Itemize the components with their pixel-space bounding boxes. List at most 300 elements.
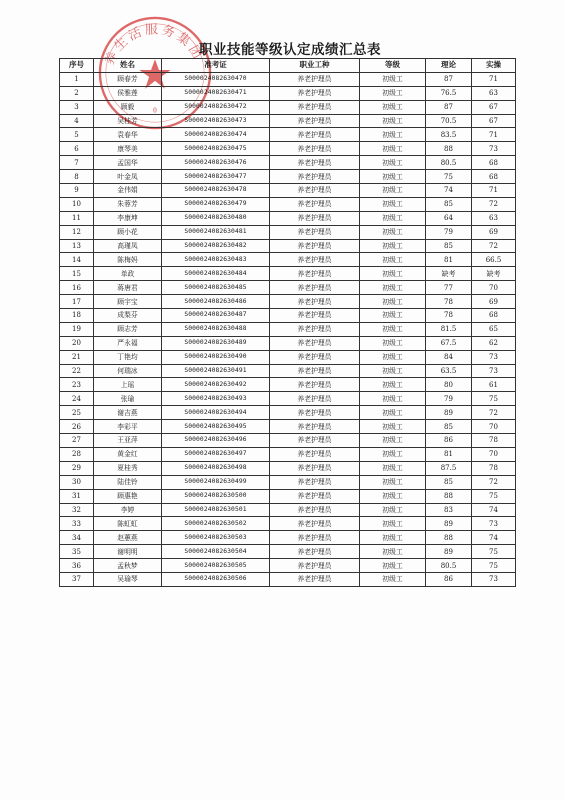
cell-theory-score: 80.5 — [426, 559, 472, 573]
cell-occupation: 养老护理员 — [270, 295, 360, 309]
table-row — [60, 503, 516, 517]
table-row — [60, 253, 516, 267]
table-row — [60, 336, 516, 350]
cell-practical-score: 71 — [472, 128, 516, 142]
cell-theory-score: 86 — [426, 572, 472, 586]
cell-level: 初级工 — [360, 336, 426, 350]
cell-name: 侯雅莲 — [94, 86, 162, 100]
cell-exam-id: S000024082630475 — [162, 142, 270, 156]
cell-practical-score: 75 — [472, 392, 516, 406]
cell-exam-id: S000024082630506 — [162, 572, 270, 586]
cell-occupation: 养老护理员 — [270, 392, 360, 406]
cell-level: 初级工 — [360, 364, 426, 378]
table-row — [60, 128, 516, 142]
cell-row-no: 13 — [60, 239, 94, 253]
cell-occupation: 养老护理员 — [270, 225, 360, 239]
cell-name: 谢吉燕 — [94, 406, 162, 420]
cell-exam-id: S000024082630505 — [162, 559, 270, 573]
cell-practical-score: 63 — [472, 86, 516, 100]
cell-practical-score: 73 — [472, 364, 516, 378]
cell-exam-id: S000024082630471 — [162, 86, 270, 100]
cell-practical-score: 75 — [472, 559, 516, 573]
cell-theory-score: 85 — [426, 197, 472, 211]
cell-practical-score: 66.5 — [472, 253, 516, 267]
seal-number: 0 — [152, 106, 158, 115]
cell-practical-score: 75 — [472, 489, 516, 503]
cell-level: 初级工 — [360, 142, 426, 156]
cell-name: 蒋唐君 — [94, 281, 162, 295]
cell-name: 何瑞冰 — [94, 364, 162, 378]
cell-level: 初级工 — [360, 392, 426, 406]
cell-name: 顾春芳 — [94, 72, 162, 86]
cell-level: 初级工 — [360, 378, 426, 392]
cell-name: 顾小花 — [94, 225, 162, 239]
cell-row-no: 32 — [60, 503, 94, 517]
cell-theory-score: 88 — [426, 531, 472, 545]
cell-name: 夏桂秀 — [94, 461, 162, 475]
table-row — [60, 545, 516, 559]
cell-level: 初级工 — [360, 86, 426, 100]
score-table — [59, 58, 516, 587]
cell-row-no: 14 — [60, 253, 94, 267]
table-row — [60, 72, 516, 86]
cell-exam-id: S000024082630477 — [162, 170, 270, 184]
cell-level: 初级工 — [360, 225, 426, 239]
table-row — [60, 197, 516, 211]
cell-name: 陆佳铃 — [94, 475, 162, 489]
cell-row-no: 19 — [60, 322, 94, 336]
cell-exam-id: S000024082630479 — [162, 197, 270, 211]
cell-exam-id: S000024082630485 — [162, 281, 270, 295]
header-no: 序号 — [60, 59, 94, 73]
header-theory: 理论 — [426, 59, 472, 73]
table-row — [60, 378, 516, 392]
cell-exam-id: S000024082630501 — [162, 503, 270, 517]
cell-occupation: 养老护理员 — [270, 517, 360, 531]
cell-row-no: 26 — [60, 420, 94, 434]
cell-level: 初级工 — [360, 309, 426, 323]
cell-occupation: 养老护理员 — [270, 114, 360, 128]
cell-row-no: 15 — [60, 267, 94, 281]
cell-name: 孟秋梦 — [94, 559, 162, 573]
cell-exam-id: S000024082630474 — [162, 128, 270, 142]
cell-practical-score: 68 — [472, 309, 516, 323]
cell-name: 顾毅 — [94, 100, 162, 114]
cell-row-no: 23 — [60, 378, 94, 392]
cell-occupation: 养老护理员 — [270, 572, 360, 586]
cell-exam-id: S000024082630472 — [162, 100, 270, 114]
table-row — [60, 447, 516, 461]
cell-exam-id: S000024082630493 — [162, 392, 270, 406]
cell-exam-id: S000024082630481 — [162, 225, 270, 239]
cell-exam-id: S000024082630494 — [162, 406, 270, 420]
header-practical: 实操 — [472, 59, 516, 73]
cell-name: 黄金红 — [94, 447, 162, 461]
cell-level: 初级工 — [360, 211, 426, 225]
cell-theory-score: 83 — [426, 503, 472, 517]
cell-occupation: 养老护理员 — [270, 170, 360, 184]
cell-row-no: 16 — [60, 281, 94, 295]
cell-level: 初级工 — [360, 295, 426, 309]
cell-row-no: 34 — [60, 531, 94, 545]
cell-practical-score: 72 — [472, 197, 516, 211]
cell-name: 高瑾凤 — [94, 239, 162, 253]
cell-practical-score: 78 — [472, 434, 516, 448]
cell-row-no: 37 — [60, 572, 94, 586]
cell-level: 初级工 — [360, 170, 426, 184]
cell-practical-score: 68 — [472, 156, 516, 170]
cell-practical-score: 61 — [472, 378, 516, 392]
cell-practical-score: 72 — [472, 475, 516, 489]
cell-occupation: 养老护理员 — [270, 281, 360, 295]
table-row — [60, 86, 516, 100]
cell-occupation: 养老护理员 — [270, 128, 360, 142]
cell-row-no: 27 — [60, 434, 94, 448]
cell-exam-id: S000024082630502 — [162, 517, 270, 531]
cell-practical-score: 70 — [472, 281, 516, 295]
cell-row-no: 29 — [60, 461, 94, 475]
cell-level: 初级工 — [360, 406, 426, 420]
cell-name: 朱蓉芳 — [94, 197, 162, 211]
cell-occupation: 养老护理员 — [270, 86, 360, 100]
table-row — [60, 309, 516, 323]
cell-level: 初级工 — [360, 489, 426, 503]
cell-practical-score: 71 — [472, 72, 516, 86]
cell-theory-score: 80.5 — [426, 156, 472, 170]
table-row — [60, 406, 516, 420]
cell-exam-id: S000024082630503 — [162, 531, 270, 545]
cell-exam-id: S000024082630497 — [162, 447, 270, 461]
cell-level: 初级工 — [360, 434, 426, 448]
table-body — [60, 72, 516, 586]
cell-exam-id: S000024082630480 — [162, 211, 270, 225]
cell-row-no: 3 — [60, 100, 94, 114]
cell-occupation: 养老护理员 — [270, 531, 360, 545]
cell-practical-score: 65 — [472, 322, 516, 336]
page-title: 职业技能等级认定成绩汇总表 — [199, 42, 381, 58]
cell-theory-score: 89 — [426, 406, 472, 420]
cell-theory-score: 77 — [426, 281, 472, 295]
cell-theory-score: 87 — [426, 72, 472, 86]
cell-level: 初级工 — [360, 184, 426, 198]
cell-practical-score: 缺考 — [472, 267, 516, 281]
cell-practical-score: 74 — [472, 531, 516, 545]
cell-row-no: 11 — [60, 211, 94, 225]
cell-exam-id: S000024082630486 — [162, 295, 270, 309]
cell-name: 叶金凤 — [94, 170, 162, 184]
cell-name: 顾志芳 — [94, 322, 162, 336]
cell-theory-score: 85 — [426, 475, 472, 489]
cell-name: 李彩平 — [94, 420, 162, 434]
cell-name: 李康坤 — [94, 211, 162, 225]
cell-level: 初级工 — [360, 559, 426, 573]
cell-row-no: 36 — [60, 559, 94, 573]
cell-level: 初级工 — [360, 156, 426, 170]
cell-practical-score: 68 — [472, 170, 516, 184]
cell-level: 初级工 — [360, 72, 426, 86]
cell-exam-id: S000024082630490 — [162, 350, 270, 364]
table-row — [60, 239, 516, 253]
cell-name: 吴桂芳 — [94, 114, 162, 128]
cell-level: 初级工 — [360, 420, 426, 434]
table-row — [60, 531, 516, 545]
cell-practical-score: 75 — [472, 545, 516, 559]
cell-theory-score: 76.5 — [426, 86, 472, 100]
cell-level: 初级工 — [360, 531, 426, 545]
cell-level: 初级工 — [360, 461, 426, 475]
cell-name: 陈虹虹 — [94, 517, 162, 531]
cell-exam-id: S000024082630482 — [162, 239, 270, 253]
cell-level: 初级工 — [360, 322, 426, 336]
cell-name: 陈梅妈 — [94, 253, 162, 267]
cell-practical-score: 69 — [472, 225, 516, 239]
cell-name: 孟国华 — [94, 156, 162, 170]
cell-row-no: 2 — [60, 86, 94, 100]
cell-exam-id: S000024082630478 — [162, 184, 270, 198]
cell-theory-score: 缺考 — [426, 267, 472, 281]
table-row — [60, 420, 516, 434]
cell-theory-score: 79 — [426, 392, 472, 406]
table-row — [60, 475, 516, 489]
cell-theory-score: 84 — [426, 350, 472, 364]
cell-row-no: 28 — [60, 447, 94, 461]
cell-row-no: 1 — [60, 72, 94, 86]
cell-theory-score: 74 — [426, 184, 472, 198]
header-level: 等级 — [360, 59, 426, 73]
table-row — [60, 267, 516, 281]
cell-occupation: 养老护理员 — [270, 100, 360, 114]
cell-practical-score: 69 — [472, 295, 516, 309]
cell-row-no: 21 — [60, 350, 94, 364]
cell-row-no: 30 — [60, 475, 94, 489]
cell-row-no: 9 — [60, 184, 94, 198]
header-occupation: 职业工种 — [270, 59, 360, 73]
cell-exam-id: S000024082630487 — [162, 309, 270, 323]
cell-exam-id: S000024082630489 — [162, 336, 270, 350]
cell-name: 丁艳均 — [94, 350, 162, 364]
cell-practical-score: 62 — [472, 336, 516, 350]
cell-row-no: 8 — [60, 170, 94, 184]
cell-theory-score: 81 — [426, 253, 472, 267]
cell-occupation: 养老护理员 — [270, 489, 360, 503]
cell-level: 初级工 — [360, 239, 426, 253]
cell-level: 初级工 — [360, 475, 426, 489]
cell-occupation: 养老护理员 — [270, 378, 360, 392]
cell-exam-id: S000024082630504 — [162, 545, 270, 559]
cell-theory-score: 86 — [426, 434, 472, 448]
table-row — [60, 461, 516, 475]
table-row — [60, 142, 516, 156]
seal-text: 养生活服务集团 — [102, 22, 206, 68]
cell-occupation: 养老护理员 — [270, 322, 360, 336]
cell-name: 单政 — [94, 267, 162, 281]
header-name: 姓名 — [94, 59, 162, 73]
cell-exam-id: S000024082630498 — [162, 461, 270, 475]
cell-exam-id: S000024082630496 — [162, 434, 270, 448]
cell-theory-score: 87.5 — [426, 461, 472, 475]
cell-theory-score: 85 — [426, 239, 472, 253]
cell-practical-score: 73 — [472, 350, 516, 364]
table-row — [60, 170, 516, 184]
cell-name: 吴瑜琴 — [94, 572, 162, 586]
cell-row-no: 31 — [60, 489, 94, 503]
cell-row-no: 12 — [60, 225, 94, 239]
cell-practical-score: 78 — [472, 461, 516, 475]
cell-row-no: 10 — [60, 197, 94, 211]
cell-practical-score: 74 — [472, 503, 516, 517]
cell-occupation: 养老护理员 — [270, 142, 360, 156]
cell-practical-score: 71 — [472, 184, 516, 198]
cell-name: 谢明明 — [94, 545, 162, 559]
cell-occupation: 养老护理员 — [270, 197, 360, 211]
table-row — [60, 517, 516, 531]
cell-occupation: 养老护理员 — [270, 239, 360, 253]
cell-row-no: 35 — [60, 545, 94, 559]
cell-theory-score: 67.5 — [426, 336, 472, 350]
cell-theory-score: 87 — [426, 100, 472, 114]
cell-level: 初级工 — [360, 350, 426, 364]
cell-occupation: 养老护理员 — [270, 461, 360, 475]
cell-exam-id: S000024082630492 — [162, 378, 270, 392]
cell-name: 康琴美 — [94, 142, 162, 156]
cell-theory-score: 78 — [426, 295, 472, 309]
header-exam-id: 准考证 — [162, 59, 270, 73]
cell-row-no: 7 — [60, 156, 94, 170]
cell-level: 初级工 — [360, 267, 426, 281]
cell-practical-score: 70 — [472, 420, 516, 434]
cell-practical-score: 67 — [472, 100, 516, 114]
cell-occupation: 养老护理员 — [270, 559, 360, 573]
cell-row-no: 18 — [60, 309, 94, 323]
cell-name: 赵蕙燕 — [94, 531, 162, 545]
cell-exam-id: S000024082630470 — [162, 72, 270, 86]
cell-occupation: 养老护理员 — [270, 420, 360, 434]
table-row — [60, 100, 516, 114]
cell-name: 张瑜 — [94, 392, 162, 406]
cell-name: 王亚萍 — [94, 434, 162, 448]
cell-exam-id: S000024082630473 — [162, 114, 270, 128]
cell-occupation: 养老护理员 — [270, 350, 360, 364]
cell-occupation: 养老护理员 — [270, 267, 360, 281]
cell-practical-score: 73 — [472, 572, 516, 586]
cell-theory-score: 88 — [426, 142, 472, 156]
table-row — [60, 434, 516, 448]
cell-name: 上瑶 — [94, 378, 162, 392]
cell-name: 成梨芬 — [94, 309, 162, 323]
cell-row-no: 24 — [60, 392, 94, 406]
table-row — [60, 322, 516, 336]
table-row — [60, 489, 516, 503]
cell-level: 初级工 — [360, 114, 426, 128]
cell-theory-score: 88 — [426, 489, 472, 503]
cell-level: 初级工 — [360, 128, 426, 142]
cell-occupation: 养老护理员 — [270, 406, 360, 420]
cell-theory-score: 79 — [426, 225, 472, 239]
cell-theory-score: 83.5 — [426, 128, 472, 142]
cell-occupation: 养老护理员 — [270, 447, 360, 461]
cell-theory-score: 81.5 — [426, 322, 472, 336]
cell-theory-score: 80 — [426, 378, 472, 392]
cell-theory-score: 70.5 — [426, 114, 472, 128]
cell-practical-score: 63 — [472, 211, 516, 225]
cell-level: 初级工 — [360, 503, 426, 517]
cell-level: 初级工 — [360, 281, 426, 295]
cell-practical-score: 72 — [472, 406, 516, 420]
cell-occupation: 养老护理员 — [270, 72, 360, 86]
cell-exam-id: S000024082630491 — [162, 364, 270, 378]
cell-name: 袁春华 — [94, 128, 162, 142]
cell-practical-score: 72 — [472, 239, 516, 253]
cell-level: 初级工 — [360, 447, 426, 461]
table-row — [60, 559, 516, 573]
cell-occupation: 养老护理员 — [270, 211, 360, 225]
cell-name: 严永福 — [94, 336, 162, 350]
cell-occupation: 养老护理员 — [270, 364, 360, 378]
cell-exam-id: S000024082630476 — [162, 156, 270, 170]
cell-occupation: 养老护理员 — [270, 309, 360, 323]
cell-theory-score: 63.5 — [426, 364, 472, 378]
cell-practical-score: 73 — [472, 517, 516, 531]
cell-occupation: 养老护理员 — [270, 184, 360, 198]
cell-theory-score: 81 — [426, 447, 472, 461]
cell-row-no: 33 — [60, 517, 94, 531]
cell-theory-score: 78 — [426, 309, 472, 323]
cell-row-no: 25 — [60, 406, 94, 420]
table-row — [60, 572, 516, 586]
cell-occupation: 养老护理员 — [270, 253, 360, 267]
table-row — [60, 211, 516, 225]
cell-row-no: 4 — [60, 114, 94, 128]
cell-theory-score: 85 — [426, 420, 472, 434]
table-row — [60, 364, 516, 378]
cell-name: 顾惠艳 — [94, 489, 162, 503]
table-row — [60, 295, 516, 309]
cell-exam-id: S000024082630483 — [162, 253, 270, 267]
cell-practical-score: 67 — [472, 114, 516, 128]
cell-level: 初级工 — [360, 253, 426, 267]
cell-exam-id: S000024082630495 — [162, 420, 270, 434]
cell-exam-id: S000024082630488 — [162, 322, 270, 336]
cell-level: 初级工 — [360, 100, 426, 114]
cell-exam-id: S000024082630484 — [162, 267, 270, 281]
cell-level: 初级工 — [360, 517, 426, 531]
cell-theory-score: 89 — [426, 545, 472, 559]
cell-level: 初级工 — [360, 197, 426, 211]
table-row — [60, 225, 516, 239]
cell-occupation: 养老护理员 — [270, 336, 360, 350]
table-row — [60, 350, 516, 364]
table-row — [60, 281, 516, 295]
cell-theory-score: 75 — [426, 170, 472, 184]
cell-occupation: 养老护理员 — [270, 434, 360, 448]
cell-name: 顾宇宝 — [94, 295, 162, 309]
cell-occupation: 养老护理员 — [270, 503, 360, 517]
cell-level: 初级工 — [360, 572, 426, 586]
cell-row-no: 5 — [60, 128, 94, 142]
cell-row-no: 6 — [60, 142, 94, 156]
table-row — [60, 114, 516, 128]
cell-theory-score: 64 — [426, 211, 472, 225]
cell-occupation: 养老护理员 — [270, 475, 360, 489]
table-header-row — [60, 59, 516, 73]
table-row — [60, 392, 516, 406]
cell-practical-score: 70 — [472, 447, 516, 461]
cell-occupation: 养老护理员 — [270, 545, 360, 559]
cell-name: 李婷 — [94, 503, 162, 517]
table-row — [60, 184, 516, 198]
cell-practical-score: 73 — [472, 142, 516, 156]
cell-exam-id: S000024082630499 — [162, 475, 270, 489]
